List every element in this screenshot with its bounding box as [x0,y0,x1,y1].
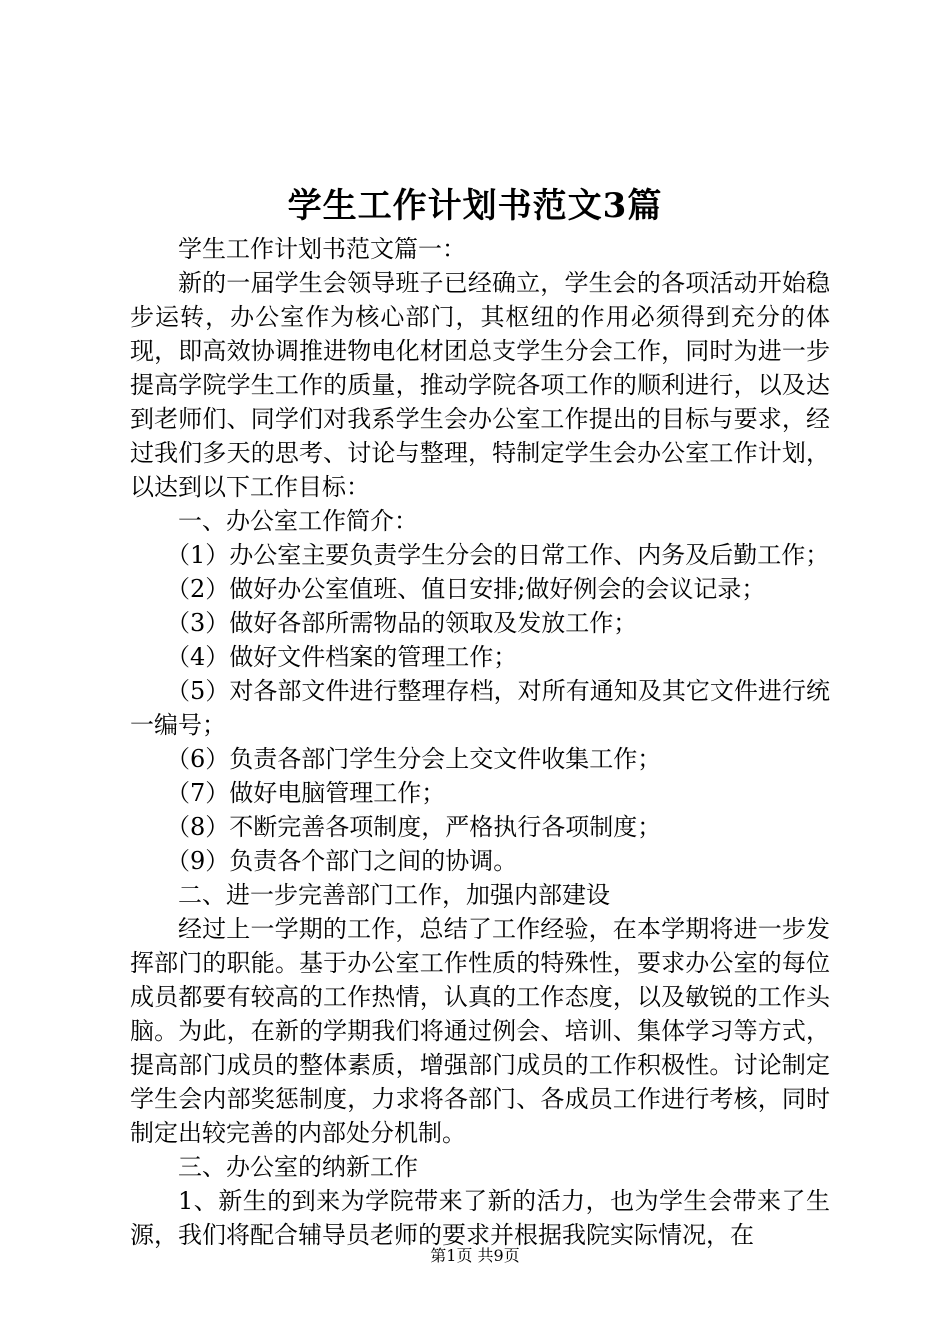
section-heading-1: 一、办公室工作简介： [178,507,418,535]
section-heading-3: 三、办公室的纳新工作 [178,1153,418,1181]
list-item-8: （8）不断完善各项制度，严格执行各项制度； [166,813,662,841]
paragraph-section-2: 经过上一学期的工作，总结了工作经验，在本学期将进一步发挥部门的职能。基于办公室工作性质的特殊性，要求办公室的每位成员都要有较高的工作热情，认真的工作态度，以及敏锐的工作头脑。为此，在新的学期我们将通过例会、培训、集体学习等方式，提高部门成员的整体素质，增强部门成员的工作积极性。讨论制定学生会内部奖惩制度，力求将各部门、各成员工作进行考核，同时制定出较完善的内部处分机制。 [130,915,830,1147]
list-item-2: （2）做好办公室值班、值日安排;做好例会的会议记录； [166,575,766,603]
paragraph-intro-heading: 学生工作计划书范文篇一： [178,235,466,263]
paragraph-section-3: 1、新生的到来为学院带来了新的活力，也为学生会带来了生源，我们将配合辅导员老师的要求并根据我院实际情况，在 [130,1187,830,1249]
paragraph-intro: 新的一届学生会领导班子已经确立，学生会的各项活动开始稳步运转，办公室作为核心部门，其枢纽的作用必须得到充分的体现，即高效协调推进物电化材团总支学生分会工作，同时为进一步提高学院学生工作的质量，推动学院各项工作的顺利进行，以及达到老师们、同学们对我系学生会办公室工作提出的目标与要求，经过我们多天的思考、讨论与整理，特制定学生会办公室工作计划，以达到以下工作目标： [130,269,830,501]
list-item-7: （7）做好电脑管理工作； [166,779,446,807]
document-body [130,232,830,1252]
list-item-9: （9）负责各个部门之间的协调。 [166,847,518,875]
page-footer: 第1页 共9页 [430,1246,520,1265]
list-item-6: （6）负责各部门学生分会上交文件收集工作； [166,745,662,773]
list-item-3: （3）做好各部所需物品的领取及发放工作； [166,609,638,637]
list-item-4: （4）做好文件档案的管理工作； [166,643,518,671]
list-item-1: （1）办公室主要负责学生分会的日常工作、内务及后勤工作； [166,541,830,569]
document-title: 学生工作计划书范文3篇 [287,186,663,226]
section-heading-2: 二、进一步完善部门工作，加强内部建设 [178,881,610,909]
list-item-5: （5）对各部文件进行整理存档，对所有通知及其它文件进行统一编号； [130,677,830,739]
